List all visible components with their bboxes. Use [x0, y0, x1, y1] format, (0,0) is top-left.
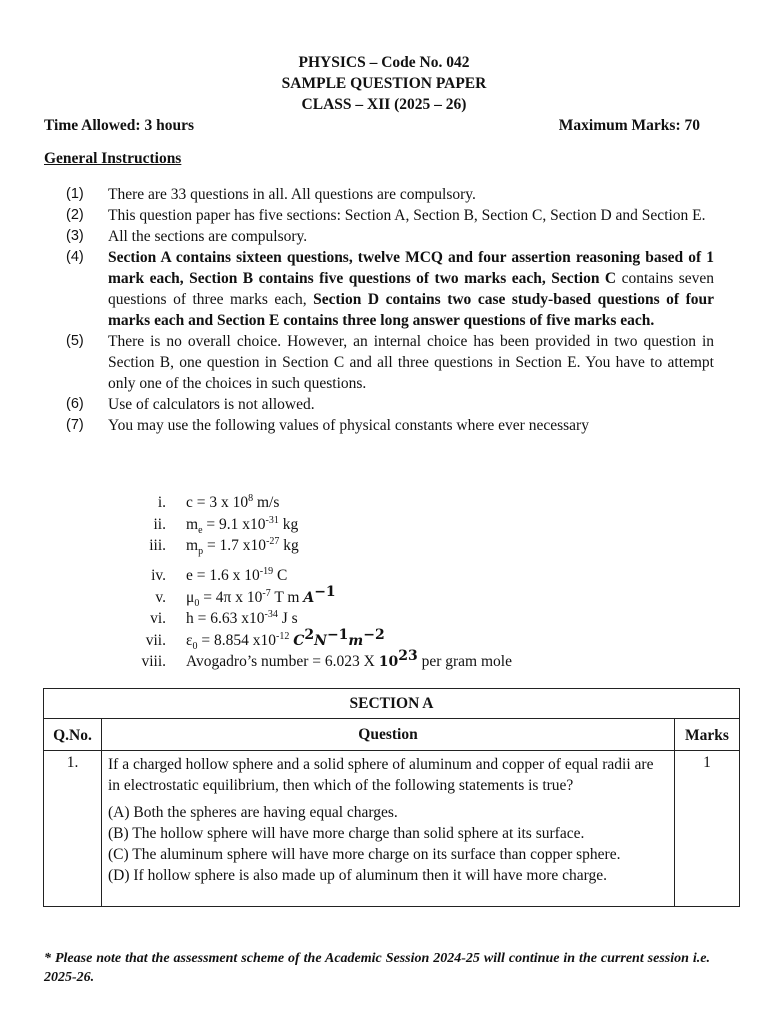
- question-table: [43, 688, 740, 907]
- paper-title: SAMPLE QUESTION PAPER: [281, 75, 487, 92]
- constant-number: vii.: [145, 631, 166, 649]
- option-b: (B) The hollow sphere will have more charge than solid sphere at its surface.: [108, 825, 585, 842]
- instruction-number: (5): [66, 333, 84, 349]
- constant-item: [132, 647, 632, 675]
- constant-number: viii.: [141, 653, 166, 670]
- constant-item: [132, 583, 632, 611]
- section-d-label: Section D: [313, 291, 380, 308]
- section-title-row: [44, 689, 740, 719]
- section-c-desc: contains seven questions of three marks each,: [108, 270, 714, 308]
- constant-item: [132, 516, 632, 538]
- instruction-text: This question paper has five sections: Section A, Section B, Section C, Section D and Section E.: [108, 207, 706, 224]
- constant-electron-mass: $m_e = 9.1$ $x10^{-31}$ kg: [186, 514, 299, 536]
- section-b-desc: contains five questions of two marks each,: [253, 270, 552, 287]
- column-header-marks: Marks: [675, 719, 740, 751]
- instruction-number: (2): [66, 207, 84, 223]
- constant-item: [132, 626, 632, 654]
- instruction-text: There is no overall choice. However, an internal choice has been provided in two question in Section B, one question in Section C and all three questions in Section E. You have to attempt only one of the choices in such questions.: [108, 333, 714, 392]
- time-allowed: Time Allowed: 3 hours: [44, 117, 194, 134]
- instruction-text: All the sections are compulsory.: [108, 228, 308, 245]
- constant-permeability: $\mu_0 = 4\pi$ x $10^{-7}$ T m $A^{-1}$: [186, 583, 336, 609]
- section-c-label: Section C: [551, 270, 617, 287]
- question-number: 1.: [44, 751, 102, 907]
- constant-item: [132, 567, 632, 589]
- meta-row: [44, 117, 700, 135]
- question-text: If a charged hollow sphere and a solid sphere of aluminum and copper of equal radii are in electrostatic equilibrium, then which of the following statements is true?: [108, 756, 654, 794]
- column-header-qno: Q.No.: [44, 719, 102, 751]
- option-d: (D) If hollow sphere is also made up of aluminum then it will have more charge.: [108, 867, 608, 884]
- question-cell: [102, 751, 675, 907]
- section-b-label: Section B: [189, 270, 254, 287]
- constant-item: [132, 537, 632, 559]
- instruction-text: There are 33 questions in all. All questions are compulsory.: [108, 186, 476, 203]
- instructions-heading: General Instructions: [44, 150, 182, 167]
- paper-header: [0, 52, 768, 115]
- constant-number: iv.: [151, 567, 166, 584]
- instruction-item: [66, 394, 714, 415]
- section-e-desc: contains three long answer questions of five marks each.: [279, 312, 655, 329]
- constant-item: [132, 494, 632, 516]
- question-marks: 1: [675, 751, 740, 907]
- constants-group-2: [132, 567, 632, 675]
- constant-avogadro: Avogadro’s number = 6.023 X $10^{23}$ per gram mole: [186, 647, 512, 670]
- constant-number: iii.: [149, 537, 166, 554]
- maximum-marks: Maximum Marks: 70: [558, 117, 700, 134]
- instruction-item: [66, 226, 714, 247]
- constants-group-1: [132, 494, 632, 559]
- class-title: CLASS – XII (2025 – 26): [301, 96, 467, 113]
- constant-number: ii.: [153, 515, 166, 533]
- instruction-number: (6): [66, 396, 84, 412]
- constant-number: vi.: [150, 610, 166, 627]
- instruction-text: Use of calculators is not allowed.: [108, 396, 315, 413]
- column-header-question: Question: [102, 719, 675, 751]
- instruction-number: (1): [66, 186, 84, 202]
- constant-speed-of-light: c = 3 x $10^8$ m/s: [186, 492, 280, 511]
- table-row: [44, 751, 740, 907]
- section-a-desc: contains sixteen questions, twelve MCQ and four assertion reasoning based of 1 mark each,: [108, 249, 714, 287]
- instruction-item: [66, 247, 714, 331]
- instruction-item: [66, 184, 714, 205]
- instruction-text: You may use the following values of physical constants where ever necessary: [108, 417, 589, 434]
- instruction-item: [66, 415, 714, 436]
- instruction-number: (3): [66, 228, 84, 244]
- constant-proton-mass: $m_p = 1.7$ $x10^{-27}$ kg: [186, 535, 299, 558]
- instruction-number: (4): [66, 249, 84, 265]
- instruction-text: [108, 247, 714, 331]
- constant-planck: h = 6.63 $x10^{-34}$ J s: [186, 608, 298, 627]
- section-e-label: Section E: [216, 312, 280, 329]
- instructions-list: [66, 184, 714, 436]
- section-a-label: Section A: [108, 249, 171, 266]
- section-title: SECTION A: [44, 689, 740, 719]
- constant-electron-charge: e = 1.6 x $10^{-19}$ C: [186, 565, 288, 584]
- subject-title: PHYSICS – Code No. 042: [298, 54, 470, 71]
- constant-number: i.: [157, 494, 166, 511]
- section-d-desc: contains two case study-based questions of four marks each and: [108, 291, 714, 329]
- option-c: (C) The aluminum sphere will have more charge on its surface than copper sphere.: [108, 846, 621, 863]
- option-a: (A) Both the spheres are having equal charges.: [108, 804, 398, 821]
- table-header-row: [44, 719, 740, 751]
- instruction-item: [66, 205, 714, 226]
- constant-number: v.: [155, 588, 166, 606]
- instruction-number: (7): [66, 417, 84, 433]
- options-list: [108, 802, 668, 886]
- footnote: * Please note that the assessment scheme of the Academic Session 2024-25 will continue in the current session i.e. 2025-26.: [44, 951, 710, 985]
- constant-permittivity: $\varepsilon_0 = 8.854$ $x10^{-12}$ $C^2N^{-1}m^{-2}$: [186, 626, 385, 652]
- instruction-item: [66, 331, 714, 394]
